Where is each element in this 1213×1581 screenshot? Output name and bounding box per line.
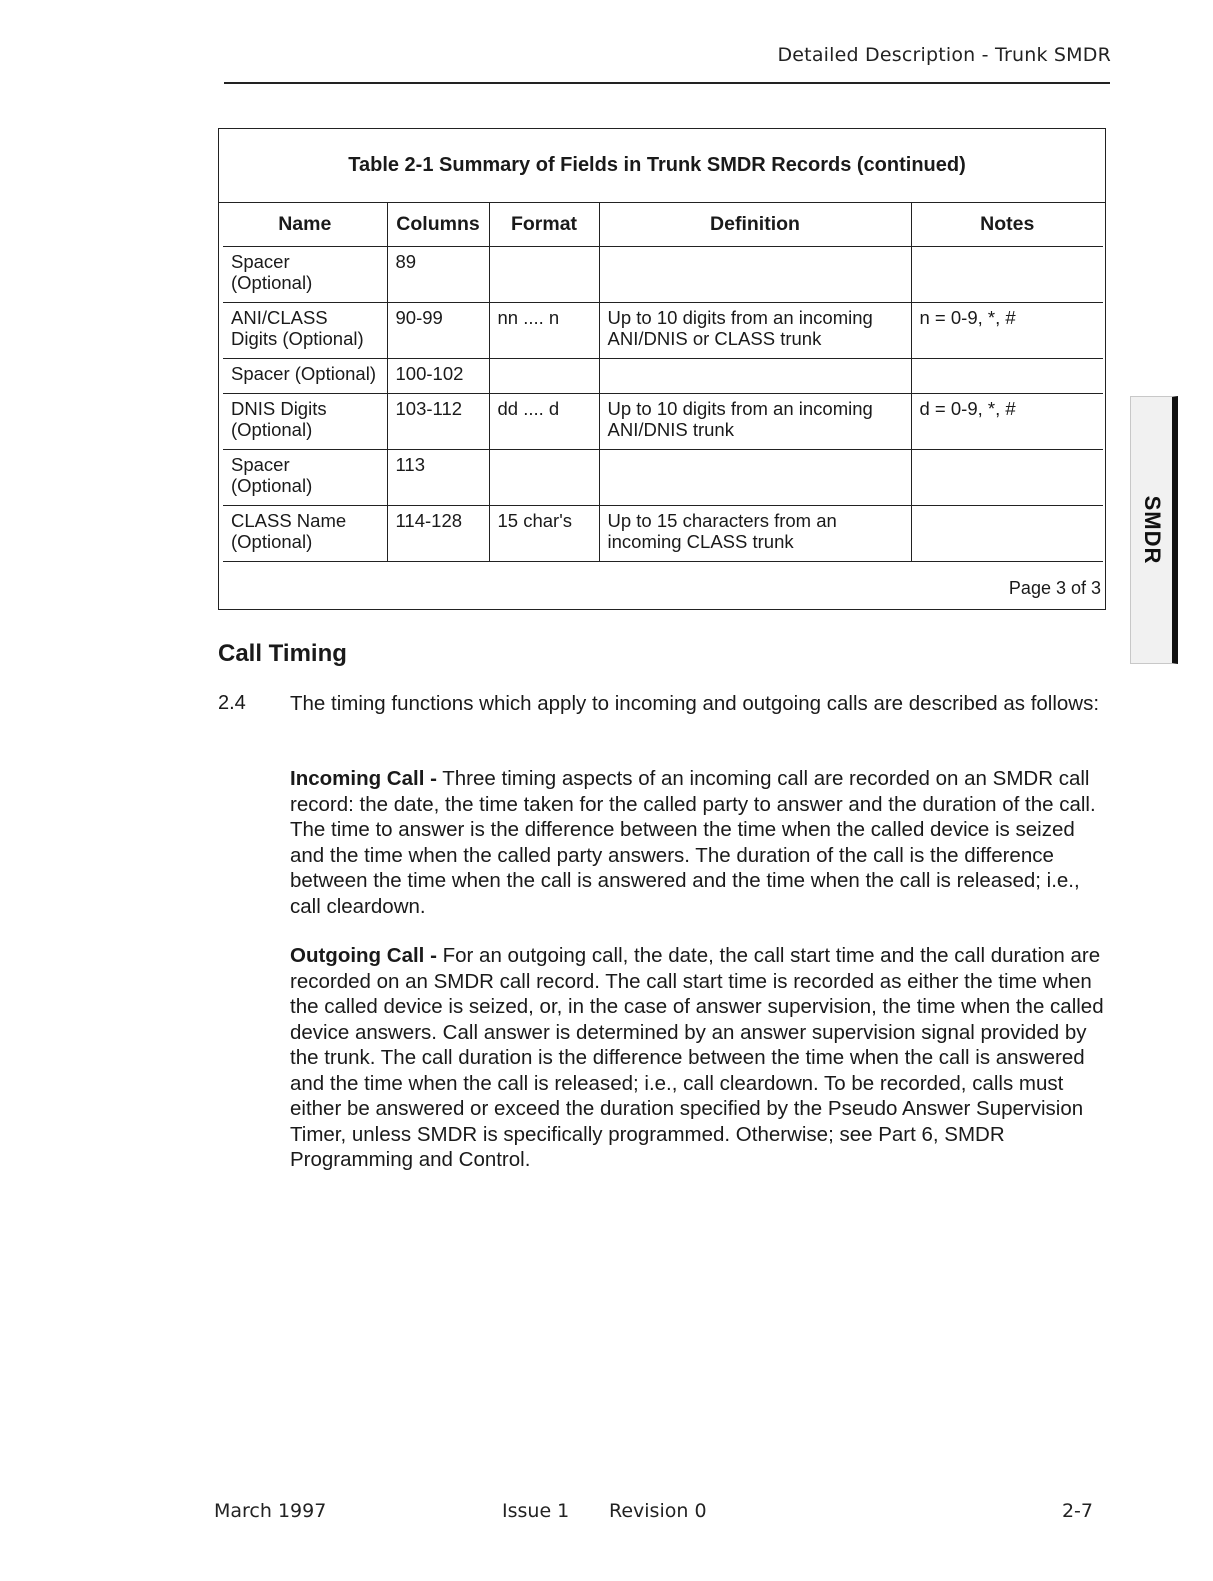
cell-name-line: (Optional) xyxy=(231,272,313,293)
section-thumb-tab-label: SMDR xyxy=(1139,495,1165,565)
cell-format xyxy=(489,247,599,303)
paragraph-number: 2.4 xyxy=(218,692,246,714)
fields-grid xyxy=(223,202,1103,562)
table-caption-row xyxy=(219,129,1105,203)
cell-notes xyxy=(911,450,1103,506)
table-row xyxy=(223,359,1103,394)
cell-definition-line: Up to 15 characters from an xyxy=(607,510,837,531)
column-header-definition: Definition xyxy=(599,202,911,247)
footer-issue: Issue 1 xyxy=(502,1500,570,1522)
cell-name-line: (Optional) xyxy=(231,419,313,440)
cell-columns: 89 xyxy=(387,247,489,303)
table-row xyxy=(223,247,1103,303)
cell-format: nn .... n xyxy=(489,303,599,359)
cell-name xyxy=(223,506,387,562)
cell-name-line: CLASS Name xyxy=(231,510,347,531)
cell-definition xyxy=(599,247,911,303)
cell-format: 15 char's xyxy=(489,506,599,562)
cell-definition xyxy=(599,303,911,359)
column-header-columns: Columns xyxy=(387,202,489,247)
cell-notes xyxy=(911,247,1103,303)
table-row xyxy=(223,506,1103,562)
cell-notes xyxy=(911,506,1103,562)
cell-definition xyxy=(599,359,911,394)
column-header-notes: Notes xyxy=(911,202,1103,247)
cell-definition xyxy=(599,450,911,506)
cell-name-line: (Optional) xyxy=(231,475,313,496)
section-thumb-tab xyxy=(1130,396,1178,664)
cell-format xyxy=(489,450,599,506)
cell-name-line: (Optional) xyxy=(231,531,313,552)
cell-name xyxy=(223,247,387,303)
cell-columns: 113 xyxy=(387,450,489,506)
intro-paragraph: The timing functions which apply to incoming and outgoing calls are described as follows: xyxy=(290,692,1100,715)
section-heading: Call Timing xyxy=(218,640,347,667)
incoming-call-lead: Incoming Call - xyxy=(290,767,437,790)
cell-definition xyxy=(599,506,911,562)
cell-definition-line: Up to 10 digits from an incoming xyxy=(607,307,873,328)
cell-name-line: Digits (Optional) xyxy=(231,328,364,349)
outgoing-call-paragraph xyxy=(290,943,1108,1173)
footer-page-number: 2-7 xyxy=(1061,1500,1093,1522)
table-row xyxy=(223,303,1103,359)
cell-notes xyxy=(911,359,1103,394)
fields-table xyxy=(218,128,1106,610)
table-row xyxy=(223,450,1103,506)
incoming-call-text: Three timing aspects of an incoming call are recorded on an SMDR call record: the date, the time taken for the called party to answer and the duration of the call. The time to answer is the difference between the time when the called device is seized and the time when the called party answers. The duration of the call is the difference between the time when the call is answered and the time when the call is released; i.e., call cleardown. xyxy=(290,767,1096,918)
footer-revision: Revision 0 xyxy=(609,1500,707,1522)
footer-date: March 1997 xyxy=(214,1500,327,1522)
cell-notes: n = 0-9, *, # xyxy=(911,303,1103,359)
cell-definition xyxy=(599,394,911,450)
outgoing-call-lead: Outgoing Call - xyxy=(290,944,437,967)
cell-definition-line: Up to 10 digits from an incoming xyxy=(607,398,873,419)
cell-format: dd .... d xyxy=(489,394,599,450)
cell-columns: 100-102 xyxy=(387,359,489,394)
outgoing-call-text: For an outgoing call, the date, the call start time and the call duration are recorded on an SMDR call record. The call start time is recorded as either the time when the called device is seized, or, in the case of answer supervision, the time when the called device answers. Call answer is determined by an answer supervision signal provided by the trunk. The call duration is the difference between the time when the call is answered and the time when the call is released; i.e., call cleardown. To be recorded, calls must either be answered or exceed the duration specified by the Pseudo Answer Supervision Timer, unless SMDR is specifically programmed. Otherwise; see Part 6, SMDR Programming and Control. xyxy=(290,944,1104,1171)
cell-columns: 90-99 xyxy=(387,303,489,359)
cell-columns: 114-128 xyxy=(387,506,489,562)
cell-format xyxy=(489,359,599,394)
column-header-format: Format xyxy=(489,202,599,247)
cell-name xyxy=(223,359,387,394)
table-caption: Table 2-1 Summary of Fields in Trunk SMDR Records (continued) xyxy=(348,154,966,176)
header-rule xyxy=(224,82,1110,84)
incoming-call-paragraph xyxy=(290,766,1108,919)
cell-name xyxy=(223,450,387,506)
cell-name xyxy=(223,303,387,359)
column-header-name: Name xyxy=(223,202,387,247)
cell-definition-line: ANI/DNIS or CLASS trunk xyxy=(607,328,822,349)
cell-notes: d = 0-9, *, # xyxy=(911,394,1103,450)
cell-name-line: Spacer (Optional) xyxy=(231,363,376,384)
cell-name xyxy=(223,394,387,450)
cell-columns: 103-112 xyxy=(387,394,489,450)
cell-name-line: Spacer xyxy=(231,251,290,272)
cell-definition-line: ANI/DNIS trunk xyxy=(607,419,734,440)
table-row xyxy=(223,394,1103,450)
cell-definition-line: incoming CLASS trunk xyxy=(607,531,794,552)
cell-name-line: Spacer xyxy=(231,454,290,475)
running-header: Detailed Description - Trunk SMDR xyxy=(777,44,1111,66)
cell-name-line: DNIS Digits xyxy=(231,398,327,419)
table-header-row xyxy=(223,202,1103,247)
table-page-note: Page 3 of 3 xyxy=(1008,578,1101,598)
cell-name-line: ANI/CLASS xyxy=(231,307,328,328)
